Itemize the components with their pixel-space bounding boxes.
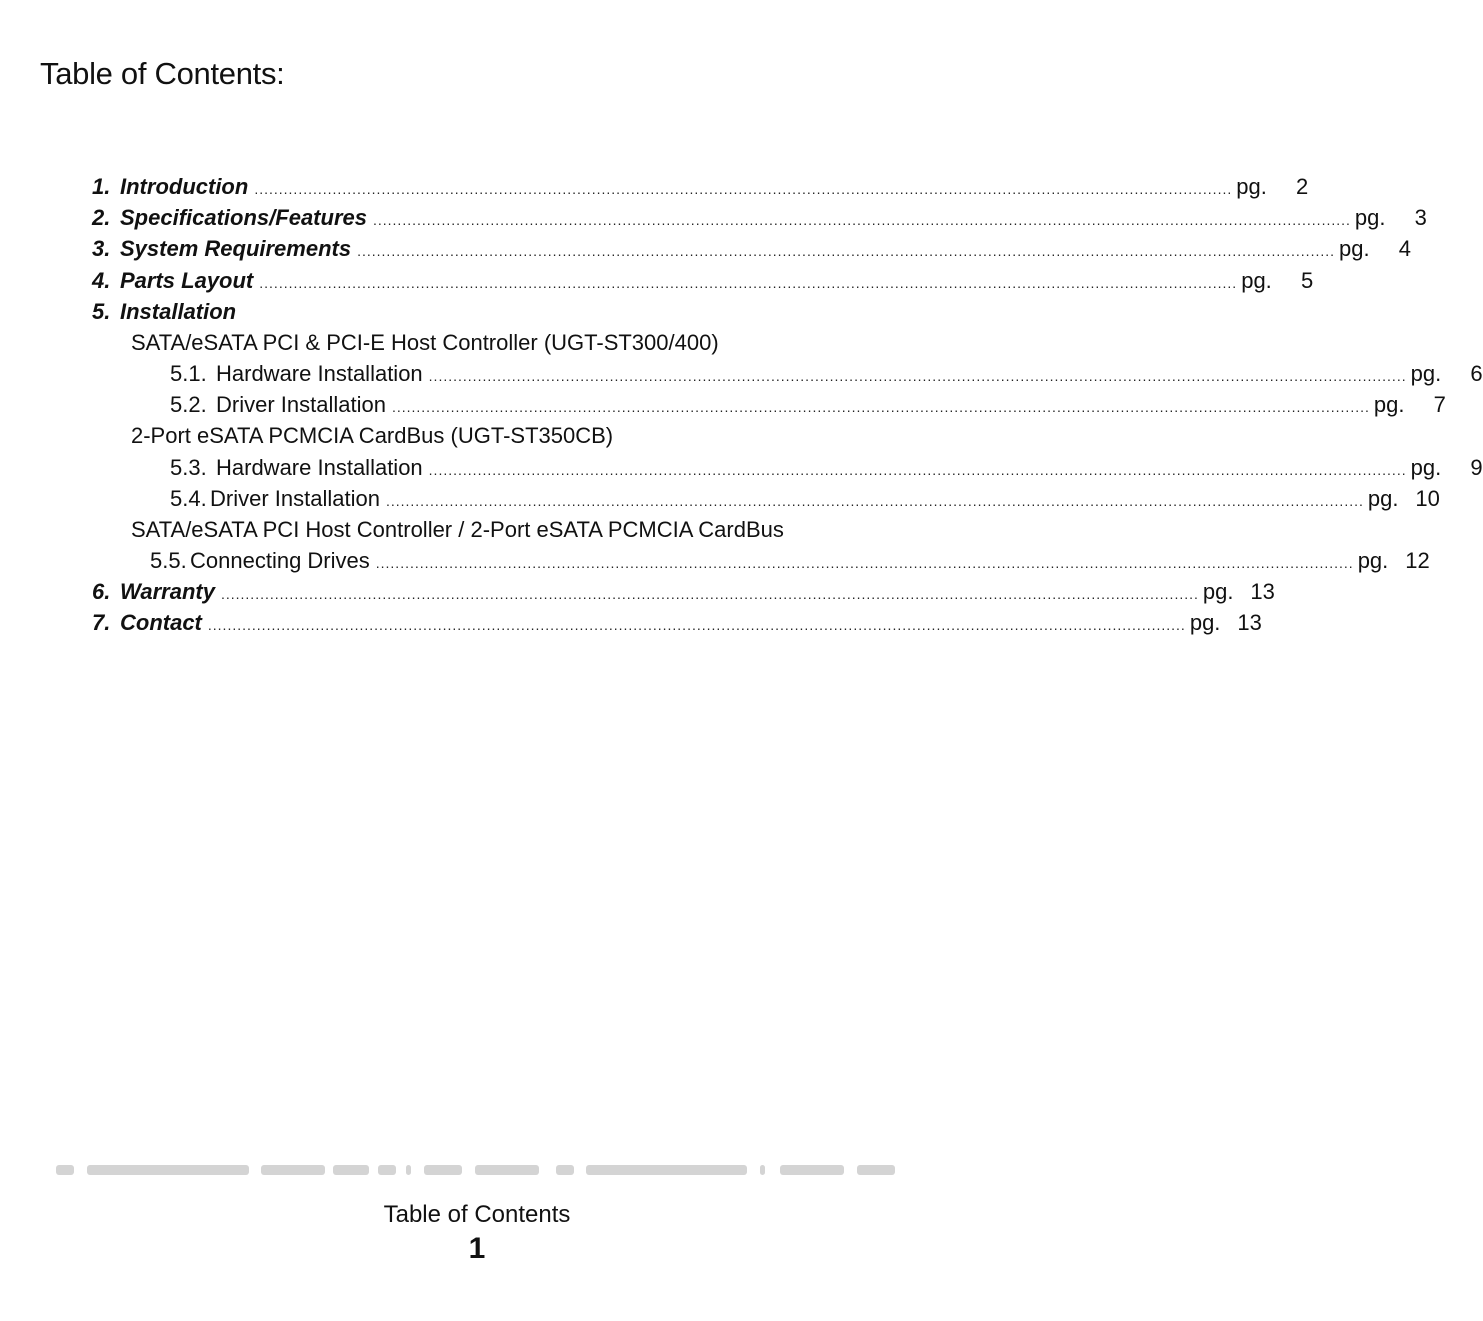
toc-label: Hardware Installation bbox=[216, 455, 423, 480]
dot-leader: ........................................................................................................................................................................................................ bbox=[259, 275, 1238, 291]
toc-number: 5.5. bbox=[150, 548, 187, 573]
toc-label: Hardware Installation bbox=[216, 361, 423, 386]
toc-number: 5. bbox=[92, 299, 111, 324]
dot-leader: ........................................................................................................................................................................................................ bbox=[385, 493, 1364, 509]
toc-label: Driver Installation bbox=[216, 392, 386, 417]
toc-label: Contact bbox=[120, 610, 202, 635]
toc-label: System Requirements bbox=[120, 236, 352, 261]
toc-entry-5-4-driver[interactable] bbox=[0, 483, 1440, 514]
toc-label: Warranty bbox=[120, 579, 215, 604]
toc-pg: pg. bbox=[1373, 392, 1405, 417]
toc-label: Installation bbox=[120, 299, 237, 324]
toc-label: Parts Layout bbox=[120, 268, 254, 293]
toc-label: Introduction bbox=[120, 174, 249, 199]
dot-leader: ........................................................................................................................................................................................................ bbox=[375, 555, 1354, 571]
divider-segment bbox=[475, 1165, 539, 1175]
footer-divider bbox=[56, 1165, 896, 1175]
toc-number: 1. bbox=[92, 174, 111, 199]
toc-pg: pg. bbox=[1236, 174, 1267, 199]
toc-entry-specifications[interactable] bbox=[0, 202, 1427, 233]
toc-label: SATA/eSATA PCI Host Controller / 2-Port eSATA PCMCIA CardBus bbox=[131, 517, 784, 542]
toc-pg: pg. bbox=[1410, 361, 1442, 386]
toc-page: 5 bbox=[1300, 268, 1314, 293]
toc-page: 13 bbox=[1250, 579, 1275, 604]
toc-label: Connecting Drives bbox=[190, 548, 370, 573]
toc-pg: pg. bbox=[1241, 268, 1272, 293]
toc-entry-5-3-hardware[interactable] bbox=[0, 452, 1483, 483]
divider-segment bbox=[586, 1165, 747, 1175]
divider-segment bbox=[333, 1165, 369, 1175]
toc-label: SATA/eSATA PCI & PCI-E Host Controller (UGT-ST300/400) bbox=[131, 330, 719, 355]
toc-entry-parts-layout[interactable] bbox=[0, 265, 1314, 296]
divider-segment bbox=[857, 1165, 895, 1175]
page-title: Table of Contents: bbox=[40, 56, 285, 91]
toc-page: 4 bbox=[1398, 236, 1412, 261]
toc-number: 3. bbox=[92, 236, 111, 261]
toc-label: 2-Port eSATA PCMCIA CardBus (UGT-ST350CB) bbox=[131, 423, 614, 448]
toc-page: 2 bbox=[1296, 174, 1309, 199]
toc-label: Specifications/Features bbox=[120, 205, 367, 230]
divider-segment bbox=[378, 1165, 396, 1175]
toc-subheading-pcmcia bbox=[0, 420, 954, 451]
footer-label: Table of Contents bbox=[383, 1201, 571, 1228]
toc-pg: pg. bbox=[1410, 455, 1442, 480]
divider-segment bbox=[87, 1165, 249, 1175]
toc-pg: pg. bbox=[1367, 486, 1399, 511]
divider-segment bbox=[261, 1165, 325, 1175]
toc-entry-contact[interactable] bbox=[0, 607, 1262, 638]
divider-segment bbox=[760, 1165, 765, 1175]
toc-number: 5.1. bbox=[170, 361, 207, 386]
dot-leader: ........................................................................................................................................................................................................ bbox=[207, 617, 1186, 633]
toc-entry-system-requirements[interactable] bbox=[0, 233, 1412, 264]
divider-segment bbox=[406, 1165, 411, 1175]
dot-leader: ........................................................................................................................................................................................................ bbox=[372, 212, 1351, 228]
toc-pg: pg. bbox=[1354, 205, 1386, 230]
toc-entry-warranty[interactable] bbox=[0, 576, 1275, 607]
toc-number: 2. bbox=[92, 205, 111, 230]
toc-number: 5.2. bbox=[170, 392, 207, 417]
toc-entry-installation[interactable] bbox=[0, 296, 954, 327]
dot-leader: ........................................................................................................................................................................................................ bbox=[428, 368, 1407, 384]
toc-pg: pg. bbox=[1189, 610, 1221, 635]
divider-segment bbox=[56, 1165, 74, 1175]
toc-pg: pg. bbox=[1339, 236, 1370, 261]
divider-segment bbox=[780, 1165, 844, 1175]
toc-entry-5-1-hardware[interactable] bbox=[0, 358, 1483, 389]
toc-subheading-combined bbox=[0, 514, 954, 545]
toc-page: 6 bbox=[1470, 361, 1483, 386]
toc-page: 7 bbox=[1433, 392, 1446, 417]
toc-page: 12 bbox=[1405, 548, 1430, 573]
toc-number: 5.4. bbox=[170, 486, 207, 511]
toc-entry-introduction[interactable] bbox=[0, 171, 1309, 202]
dot-leader: ........................................................................................................................................................................................................ bbox=[357, 243, 1336, 259]
toc-number: 4. bbox=[92, 268, 111, 293]
divider-segment bbox=[556, 1165, 574, 1175]
toc-entry-5-5-connecting[interactable] bbox=[0, 545, 1430, 576]
toc-page: 9 bbox=[1470, 455, 1483, 480]
dot-leader: ........................................................................................................................................................................................................ bbox=[391, 399, 1370, 415]
toc-entry-5-2-driver[interactable] bbox=[0, 389, 1446, 420]
toc-number: 5.3. bbox=[170, 455, 207, 480]
toc-page: 10 bbox=[1415, 486, 1440, 511]
toc-label: Driver Installation bbox=[210, 486, 380, 511]
toc-page: 13 bbox=[1237, 610, 1262, 635]
divider-segment bbox=[424, 1165, 462, 1175]
page-number: 1 bbox=[468, 1232, 486, 1265]
toc-page: 3 bbox=[1414, 205, 1427, 230]
dot-leader: ........................................................................................................................................................................................................ bbox=[220, 586, 1199, 602]
dot-leader: ........................................................................................................................................................................................................ bbox=[428, 462, 1407, 478]
toc-pg: pg. bbox=[1202, 579, 1234, 604]
toc-number: 7. bbox=[92, 610, 111, 635]
toc-pg: pg. bbox=[1357, 548, 1389, 573]
toc-number: 6. bbox=[92, 579, 111, 604]
dot-leader: ........................................................................................................................................................................................................ bbox=[254, 181, 1233, 197]
toc-subheading-pci-pcie bbox=[0, 327, 954, 358]
